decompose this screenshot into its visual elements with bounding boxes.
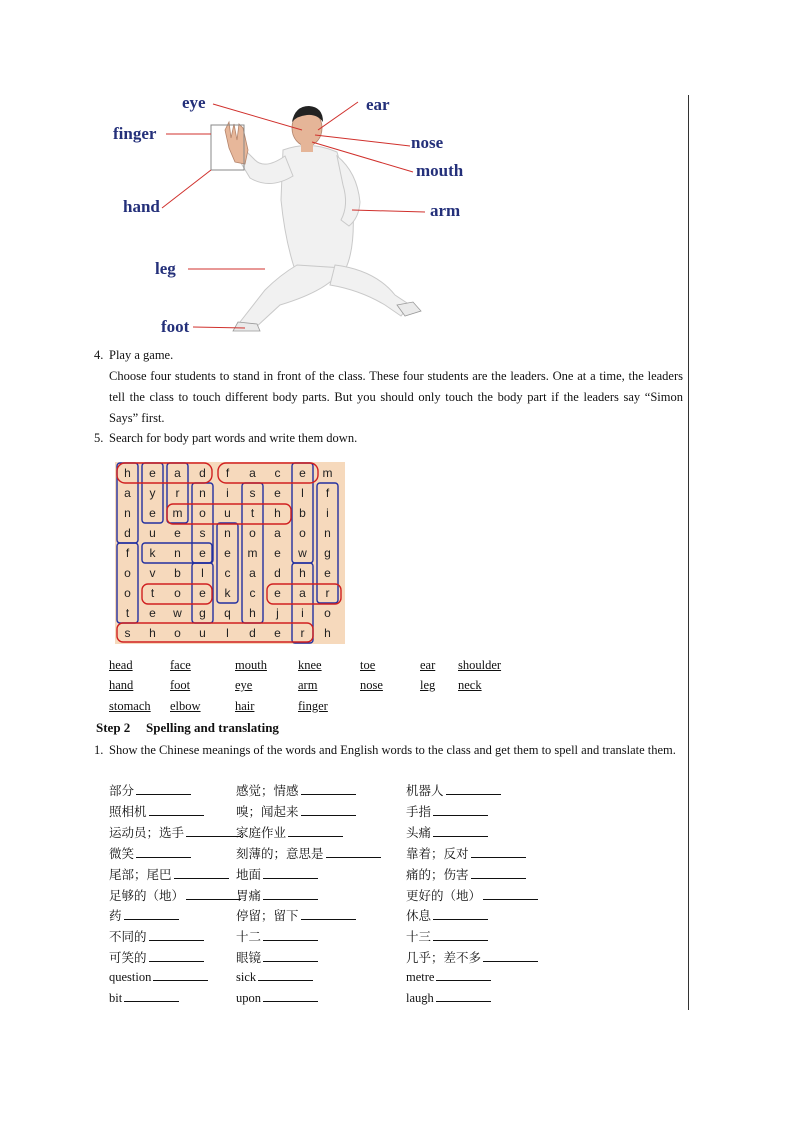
step2-title: Spelling and translating [146,720,279,735]
label-hand: hand [123,197,160,216]
grid-letter: u [199,626,206,640]
answer-blank[interactable] [153,969,208,981]
grid-letter: o [124,586,131,600]
vocab-item [109,948,204,966]
grid-letter: c [249,586,256,600]
answer-blank[interactable] [186,888,241,900]
grid-letter: q [224,606,231,620]
grid-letter: i [326,506,329,520]
vocab-item [406,802,488,820]
vocab-prompt: 更好的（地） [406,887,482,903]
answer-blank[interactable] [446,783,501,795]
grid-letter: k [224,586,231,600]
vocab-prompt: upon [236,991,261,1005]
vocab-item [406,865,526,883]
vocab-item [406,781,501,799]
grid-letter: d [124,526,131,540]
answer-word: foot [170,678,191,692]
grid-letter: n [324,526,331,540]
grid-letter: w [173,606,182,620]
grid-letter: h [274,506,281,520]
vocab-prompt: laugh [406,991,434,1005]
answer-word: nose [360,678,383,692]
grid-letter: o [199,506,206,520]
answer-blank[interactable] [124,908,179,920]
vocab-item [236,844,381,862]
vocab-prompt: 十二 [236,929,262,945]
answer-blank[interactable] [186,825,241,837]
vocab-prompt: 部分 [109,783,135,798]
grid-letter: g [324,546,331,560]
grid-letter: g [199,606,206,620]
label-leg: leg [155,259,176,278]
answer-blank[interactable] [136,783,191,795]
answer-blank[interactable] [436,990,491,1002]
answer-blank[interactable] [433,804,488,816]
answer-blank[interactable] [263,867,318,879]
vocab-item [109,969,208,985]
vocab-prompt: metre [406,970,435,985]
vocab-prompt: 头痛 [406,824,432,840]
grid-letter: e [224,546,231,560]
grid-letter: f [225,466,230,480]
answer-word: hair [235,699,255,713]
answer-blank[interactable] [149,804,204,816]
grid-letter: n [199,486,206,500]
grid-letter: l [201,566,204,580]
vocab-prompt: 足够的（地） [109,887,185,903]
vocab-item [236,906,356,924]
vocab-prompt: 刻薄的；意思是 [236,845,324,861]
answer-blank[interactable] [326,846,381,858]
grid-letter: t [150,586,155,600]
vocab-prompt: 休息 [406,908,432,924]
vocab-item [406,927,488,945]
grid-letter: d [274,566,281,580]
vocab-item [109,781,191,799]
vocab-prompt: 微笑 [109,845,135,861]
grid-letter: e [324,566,331,580]
vocab-prompt: 靠着；反对 [406,845,469,861]
grid-letter: h [249,606,256,620]
word-search-grid [115,462,345,644]
vocab-prompt: 尾部；尾巴 [109,866,172,882]
vocab-item [236,990,318,1006]
grid-letter: o [174,586,181,600]
answer-blank[interactable] [263,888,318,900]
answer-blank[interactable] [136,846,191,858]
answer-word: finger [298,699,328,713]
answer-word: ear [420,658,436,672]
answer-word: knee [298,658,322,672]
vocab-prompt: 机器人 [406,783,444,798]
vocab-prompt: 嗅；闻起来 [236,803,299,819]
grid-letter: e [199,586,206,600]
vocab-item [236,948,318,966]
grid-letter: i [226,486,229,500]
answer-word: face [170,658,191,672]
grid-letter: b [174,566,181,580]
grid-letter: t [250,506,255,520]
answer-blank[interactable] [263,950,318,962]
vocab-item [236,823,343,841]
answer-word: neck [458,678,482,692]
grid-letter: m [172,506,183,520]
answer-word: hand [109,678,134,692]
grid-letter: k [149,546,156,560]
vocab-prompt: 运动员；选手 [109,824,185,840]
item4-number: 4. [94,348,104,362]
answer-blank[interactable] [433,825,488,837]
vocab-prompt: 胃痛 [236,887,262,903]
grid-letter: w [298,546,307,560]
page-right-border [688,95,689,1010]
answer-word: eye [235,678,253,692]
grid-letter: e [174,526,181,540]
label-foot: foot [161,317,190,336]
grid-letter: m [322,466,333,480]
grid-letter: o [174,626,181,640]
grid-letter: e [274,586,281,600]
grid-letter: j [276,606,279,620]
item4-body: Choose four students to stand in front of the class. These four students are the leaders. One at a time, the leaders tell the class to touch different body parts. But you should only touch the body part if the leaders say “Simon Says” first. [109,369,683,425]
vocab-item [109,802,204,820]
grid-letter: e [199,546,206,560]
grid-letter: o [299,526,306,540]
grid-letter: f [125,546,130,560]
answer-blank[interactable] [301,908,356,920]
grid-letter: a [174,466,181,480]
answer-word: head [109,658,133,672]
item1-body: Show the Chinese meanings of the words and English words to the class and get them to spell and translate them. [109,743,676,757]
grid-letter: u [224,506,231,520]
grid-letter: m [247,546,258,560]
vocab-item [406,990,491,1006]
grid-letter: l [226,626,229,640]
answer-blank[interactable] [436,969,491,981]
vocab-item [109,906,179,924]
grid-letter: h [324,626,331,640]
grid-letter: e [149,506,156,520]
vocab-item [236,969,313,985]
grid-letter: s [199,526,206,540]
answer-blank[interactable] [263,929,318,941]
answer-blank[interactable] [433,929,488,941]
grid-letter: o [324,606,331,620]
label-mouth: mouth [416,161,464,180]
answer-word: toe [360,658,376,672]
grid-letter: a [249,466,256,480]
grid-letter: a [299,586,306,600]
vocab-prompt: 家庭作业 [236,824,287,840]
item5-title: Search for body part words and write them down. [109,431,358,445]
vocab-prompt: 眼镜 [236,950,262,966]
grid-letter: e [149,606,156,620]
answer-blank[interactable] [301,783,356,795]
vocab-item [236,886,318,904]
answer-blank[interactable] [483,950,538,962]
grid-letter: s [249,486,256,500]
grid-letter: e [274,626,281,640]
vocab-prompt: 几乎；差不多 [406,950,482,966]
item5-number: 5. [94,431,104,445]
label-finger: finger [113,124,157,143]
grid-letter: e [274,546,281,560]
answer-blank[interactable] [258,969,313,981]
label-eye: eye [182,93,206,112]
answer-word: leg [420,678,436,692]
vocab-prompt: 照相机 [109,803,147,819]
vocab-item [109,823,241,841]
answer-blank[interactable] [174,867,229,879]
vocab-prompt: 停留；留下 [236,908,299,924]
tai-chi-man-illustration [105,90,485,340]
vocab-prompt: 十三 [406,929,432,945]
vocab-prompt: sick [236,970,257,985]
vocab-prompt: 感觉；情感 [236,783,299,798]
grid-letter: i [301,606,304,620]
vocab-item [236,865,318,883]
vocab-item [236,802,356,820]
answer-blank[interactable] [288,825,343,837]
label-nose: nose [411,133,444,152]
answer-blank[interactable] [263,990,318,1002]
vocab-item [406,886,538,904]
label-arm: arm [430,201,461,220]
grid-letter: d [249,626,256,640]
vocab-prompt: 痛的；伤害 [406,866,469,882]
grid-letter: h [124,466,131,480]
vocab-prompt: 不同的 [109,929,147,945]
answer-blank[interactable] [433,908,488,920]
grid-letter: c [274,466,281,480]
grid-letter: a [274,526,281,540]
vocab-prompt: question [109,970,152,985]
vocab-item [406,906,488,924]
grid-letter: e [149,466,156,480]
answer-word: stomach [109,699,151,713]
grid-letter: t [125,606,130,620]
vocab-item [109,844,191,862]
answer-word: elbow [170,699,201,713]
answer-blank[interactable] [483,888,538,900]
grid-letter: n [224,526,231,540]
grid-letter: u [149,526,156,540]
answer-blank[interactable] [471,846,526,858]
grid-letter: a [249,566,256,580]
vocab-prompt: 可笑的 [109,950,147,966]
hand-illustration [225,122,248,164]
answer-word: shoulder [458,658,502,672]
grid-letter: r [300,626,305,640]
grid-letter: r [175,486,180,500]
vocab-item [109,990,179,1006]
grid-letter: b [299,506,306,520]
answer-word: arm [298,678,318,692]
vocab-item [236,927,318,945]
grid-letter: e [274,486,281,500]
step2-label: Step 2 [96,720,131,735]
vocab-prompt: 手指 [406,803,432,819]
answer-blank[interactable] [149,929,204,941]
vocab-item [236,781,356,799]
grid-letter: n [174,546,181,560]
grid-letter: h [149,626,156,640]
answer-blank[interactable] [471,867,526,879]
answer-blank[interactable] [149,950,204,962]
grid-letter: c [224,566,231,580]
answer-blank[interactable] [124,990,179,1002]
grid-letter: a [124,486,131,500]
grid-letter: d [199,466,206,480]
vocab-prompt: bit [109,991,123,1005]
grid-letter: n [124,506,131,520]
grid-letter: e [299,466,306,480]
answer-word: mouth [235,658,267,672]
vocab-item [109,886,241,904]
grid-letter: l [301,486,304,500]
answer-blank[interactable] [301,804,356,816]
grid-letter: h [299,566,306,580]
grid-letter: o [249,526,256,540]
vocab-item [406,823,488,841]
vocab-item [406,948,538,966]
grid-letter: y [149,486,156,500]
grid-letter: o [124,566,131,580]
grid-letter: v [149,566,156,580]
vocab-item [406,969,491,985]
body-parts-figure [105,90,485,340]
grid-letter: f [325,486,330,500]
vocab-prompt: 药 [109,908,122,924]
vocab-item [406,844,526,862]
item1-number: 1. [94,743,104,757]
grid-letter: r [325,586,330,600]
vocab-item [109,865,229,883]
grid-letter: s [124,626,131,640]
item4-title: Play a game. [109,348,174,362]
vocab-prompt: 地面 [236,866,262,882]
vocab-item [109,927,204,945]
label-ear: ear [366,95,390,114]
